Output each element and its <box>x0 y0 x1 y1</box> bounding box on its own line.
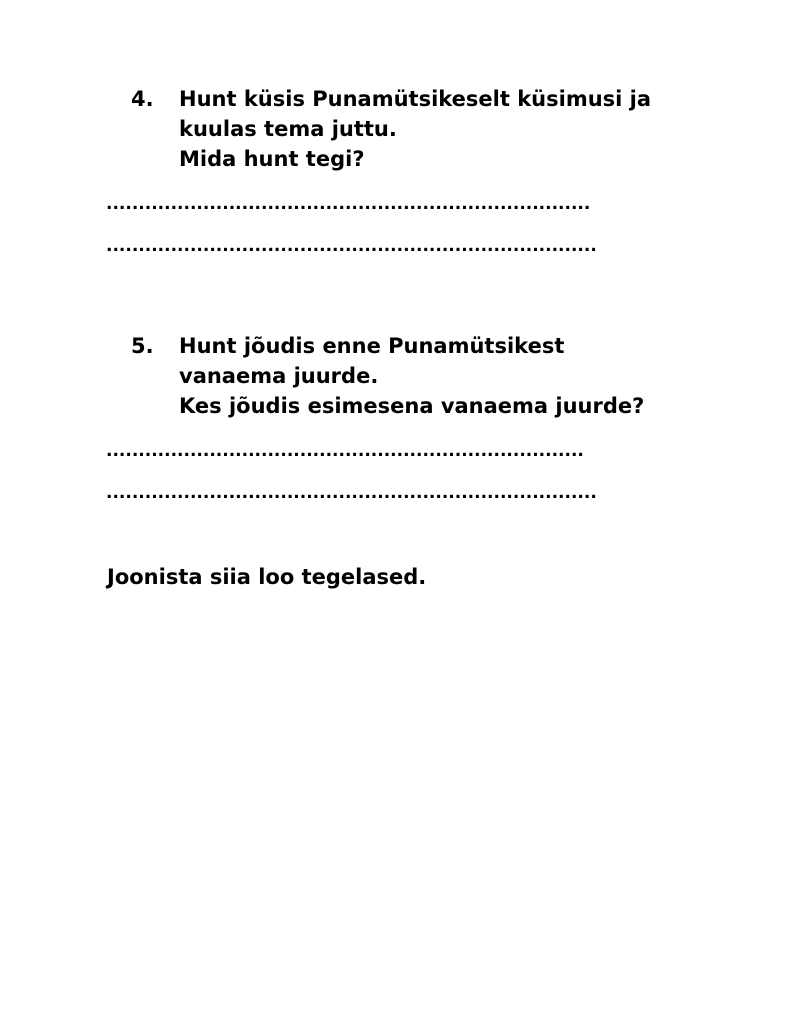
question-number: 5. <box>131 334 154 358</box>
drawing-area[interactable] <box>106 610 686 990</box>
answer-line[interactable]: ............................................................................ <box>106 236 597 256</box>
draw-prompt: Joonista siia loo tegelased. <box>107 565 427 589</box>
answer-line[interactable]: ............................................................................ <box>106 483 597 503</box>
question-number: 4. <box>131 87 154 111</box>
answer-line[interactable]: ........................................................................... <box>106 194 591 214</box>
question-text-line: kuulas tema juttu. <box>179 117 397 141</box>
question-text-line: Hunt küsis Punamütsikeselt küsimusi ja <box>179 87 652 111</box>
question-text-line: Hunt jõudis enne Punamütsikest <box>179 334 565 358</box>
question-text-line: Kes jõudis esimesena vanaema juurde? <box>179 394 645 418</box>
answer-line[interactable]: .......................................................................... <box>106 441 584 461</box>
question-text-line: Mida hunt tegi? <box>179 147 365 171</box>
question-text-line: vanaema juurde. <box>179 364 379 388</box>
